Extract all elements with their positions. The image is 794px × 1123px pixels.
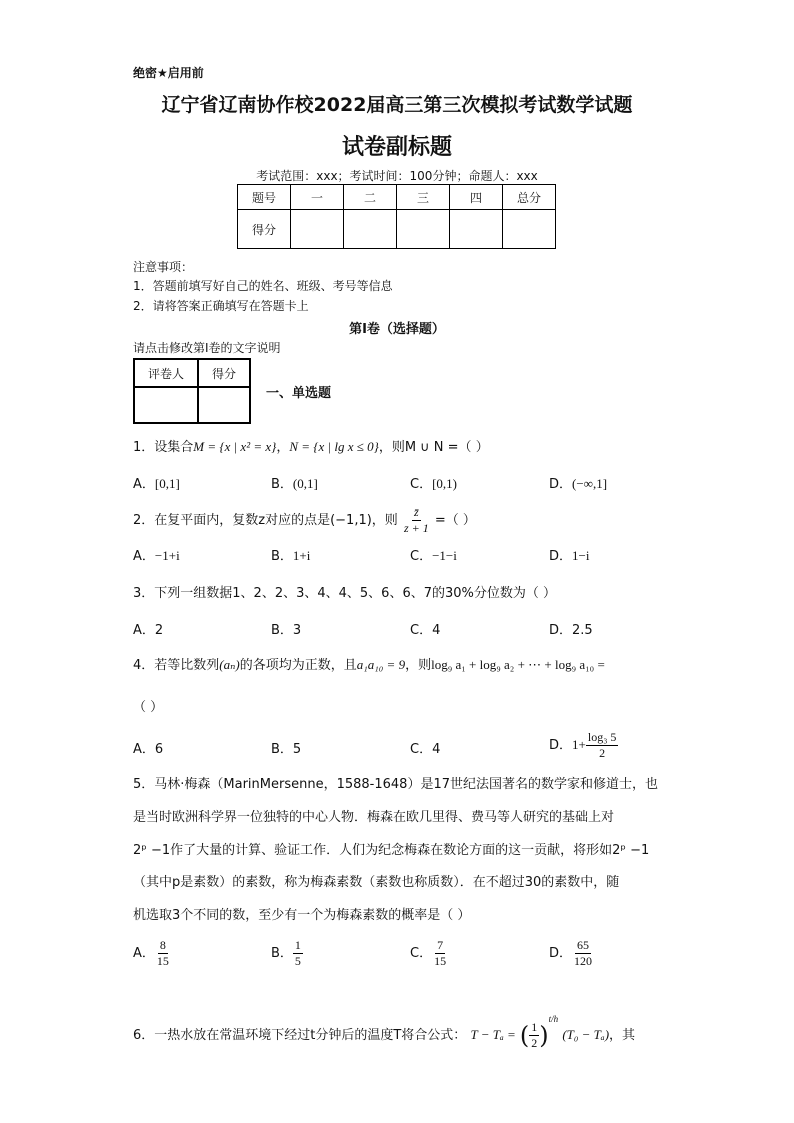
question-6: 6．一热水放在常温环境下经过t分钟后的温度T将合公式： T − Tₐ = ( $\frac{1}{2}$ )$^{t/h}$ (T₀ − Tₐ)，其 (133, 1013, 636, 1050)
grader-table (133, 358, 251, 424)
q3-option-c[interactable]: C．4 (410, 623, 441, 638)
q5-option-c[interactable]: C． $\frac{7}{15}$ (410, 938, 447, 968)
score-header-cell: 四 (450, 185, 503, 210)
grader-cell (198, 387, 250, 423)
score-header-cell: 三 (397, 185, 450, 210)
q2-text: 2．在复平面内，复数z对应的点是(−1,1)，则 (133, 513, 398, 528)
score-header-cell: 题号 (238, 185, 291, 210)
q2-option-b[interactable]: B．1+i (271, 548, 311, 564)
q1-set-m: M = {x | x² = x} (193, 439, 277, 454)
q5-line: 机选取3个不同的数，至少有一个为梅森素数的概率是（ ） (133, 908, 471, 923)
q1-option-a[interactable]: A．[0,1] (133, 476, 180, 492)
q4-d-fraction: $\frac{\text{log₃ 5}}{2}$ (587, 730, 617, 760)
q2-option-a[interactable]: A．−1+i (133, 548, 180, 564)
score-header-cell: 二 (344, 185, 397, 210)
q3-option-b[interactable]: B．3 (271, 623, 302, 638)
confidential-label: 绝密★启用前 (133, 66, 204, 80)
q2-option-d[interactable]: D．1−i (549, 548, 590, 564)
q1-tail: ，则M ∪ N =（ ） (378, 440, 489, 455)
q1-option-b[interactable]: B．(0,1] (271, 476, 318, 492)
q4-option-d[interactable]: D．1+ $\frac{\text{log₃ 5}}{2}$ (549, 730, 617, 760)
q5-option-d[interactable]: D． $\frac{65}{120}$ (549, 938, 593, 968)
q3-option-a[interactable]: A．2 (133, 623, 164, 638)
q5-option-a[interactable]: A． $\frac{8}{15}$ (133, 938, 169, 968)
q4-option-c[interactable]: C．4 (410, 742, 441, 757)
score-cell (344, 210, 397, 249)
score-cell (450, 210, 503, 249)
q6-exponent: t/h (548, 1013, 559, 1024)
exam-subtitle: 试卷副标题 (341, 135, 452, 160)
q6-formula-right: (T₀ − Tₐ) (562, 1027, 610, 1042)
score-table (237, 184, 556, 249)
q3-option-d[interactable]: D．2.5 (549, 623, 593, 638)
q5-option-b[interactable]: B． $\frac{1}{5}$ (271, 938, 301, 968)
q2-option-c[interactable]: C．−1−i (410, 548, 457, 564)
notes-title: 注意事项： (133, 260, 194, 274)
question-2 (133, 505, 476, 536)
question-1 (133, 436, 489, 455)
grader-header-cell: 评卷人 (134, 359, 198, 387)
q1-num: 1．设集合 (133, 440, 194, 455)
score-cell (291, 210, 344, 249)
q1-set-n: N = {x | lg x ≤ 0} (289, 439, 379, 454)
q6-formula-left: T − Tₐ = (470, 1027, 516, 1042)
q5-line: 是当时欧洲科学界一位独特的中心人物．梅森在欧几里得、费马等人研究的基础上对 (133, 810, 615, 825)
q5-line: 5．马林·梅森（MarinMersenne，1588-1648）是17世纪法国著名的数学家和修道士，也 (133, 777, 658, 792)
note-item: 2．请将答案正确填写在答题卡上 (133, 299, 309, 313)
section-hint[interactable]: 请点击修改第I卷的文字说明 (133, 341, 281, 355)
q4-option-b[interactable]: B．5 (271, 742, 302, 757)
q6-text: 6．一热水放在常温环境下经过t分钟后的温度T将合公式： (133, 1028, 467, 1043)
section-title: 第I卷（选择题） (349, 322, 445, 337)
q1-option-c[interactable]: C．[0,1) (410, 476, 457, 492)
q6-half: $\frac{1}{2}$ (531, 1020, 538, 1050)
score-header-cell: 一 (291, 185, 344, 210)
q1-option-d[interactable]: D．(−∞,1] (549, 476, 608, 492)
part-title: 一、单选题 (266, 386, 332, 401)
grader-header-cell: 得分 (198, 359, 250, 387)
exam-title: 辽宁省辽南协作校2022届高三第三次模拟考试数学试题 (161, 94, 633, 116)
q2-tail: =（ ） (434, 513, 476, 528)
grader-cell (134, 387, 198, 423)
q5-line: （其中p是素数）的素数，称为梅森素数（素数也称质数）．在不超过30的素数中，随 (133, 875, 620, 890)
q4-paren: （ ） (133, 700, 164, 715)
note-item: 1．答题前填写好自己的姓名、班级、考号等信息 (133, 279, 393, 293)
exam-info: 考试范围：xxx；考试时间：100分钟；命题人：xxx (256, 169, 538, 183)
q5-line: 2ᵖ −1作了大量的计算、验证工作．人们为纪念梅森在数论方面的这一贡献，将形如2ᵖ −1 (133, 843, 650, 858)
q1-comma: ， (276, 440, 290, 455)
score-cell (397, 210, 450, 249)
q4-option-a[interactable]: A．6 (133, 742, 164, 757)
question-3: 3．下列一组数据1、2、2、3、4、4、5、6、6、7的30%分位数为（ ） (133, 586, 557, 601)
score-cell (503, 210, 556, 249)
score-row-label: 得分 (238, 210, 291, 249)
q6-tail: ，其 (609, 1028, 636, 1043)
question-4: 4．若等比数列(aₙ)的各项均为正数，且a₁a₁₀ = 9，则log₉ a₁ + log₉ a₂ + ⋯ + log₉ a₁₀ = (133, 657, 605, 673)
score-header-cell: 总分 (503, 185, 556, 210)
q2-fraction: $\frac{z̄}{z + 1}$ (403, 505, 429, 535)
